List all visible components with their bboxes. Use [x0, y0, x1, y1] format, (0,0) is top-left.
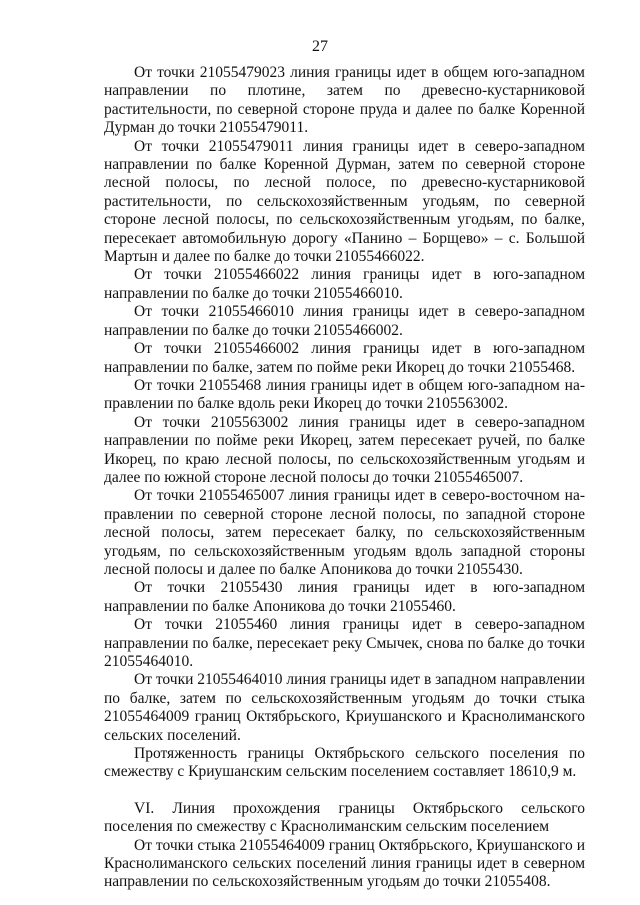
- section-title: VI. Линия прохождения границы Октябрьского сельского поселения по смежеству с Краснолиманским сельским поселением: [104, 799, 585, 836]
- paragraph: Протяженность границы Октябрьского сельского поселения по смежеству с Криушанским сельским поселением составляет 18610,9 м.: [104, 745, 585, 781]
- page-number: 27: [312, 38, 328, 55]
- paragraph: От точки 21055430 линия границы идет в юго-западном направлении по балке Апоникова до точки 21055460.: [104, 579, 585, 615]
- paragraph: От точки 21055466002 линия границы идет в юго-западном направлении по балке, затем по пойме реки Икорец до точки 21055468.: [104, 340, 585, 376]
- paragraph: От точки 2105563002 линия границы идет в северо-западном направлении по пойме реки Икорец, затем пересекает ручей, по балке Икорец, по краю лесной полосы, по сельскохозяйственным угодьям и далее по южной стороне лесной полосы до точки 21055465007.: [104, 413, 585, 486]
- document-body: [104, 64, 585, 892]
- paragraph: От точки 21055466010 линия границы идет в северо-западном направлении по балке до точки 21055466002.: [104, 303, 585, 339]
- paragraph: От точки 21055464010 линия границы идет в западном направлении по балке, затем по сельскохозяйственным угодьям до точки стыка 21055464009 границ Октябрьского, Криушанского и Краснолиманского сельских поселений.: [104, 671, 585, 744]
- paragraph: От точки 21055465007 линия границы идет в северо-восточном направлении по северной стороне лесной полосы, по западной стороне лесной полосы, затем пересекает балку, по сельскохозяйственным угодьям, по сельскохозяйственным угодьям вдоль западной стороны лесной полосы и далее по балке Апоникова до точки 21055430.: [104, 487, 585, 578]
- paragraph: От точки 21055479023 линия границы идет в общем юго-западном направлении по плотине, затем по древесно-кустарниковой растительности, по северной стороне пруда и далее по балке Коренной Дурман до точки 21055479011.: [104, 64, 585, 137]
- paragraph: От точки 21055479011 линия границы идет в северо-западном направлении по балке Коренной Дурман, затем по северной стороне лесной полосы, по лесной полосе, по древесно-кустарниковой растительности, по сельскохозяйственным угодьям, по северной стороне лесной полосы, по сельскохозяйственным угодьям, по балке, пересекает автомобильную дорогу «Панино – Борщево» – с. Большой Мартын и далее по балке до точки 21055466022.: [104, 137, 585, 266]
- paragraph: От точки 21055468 линия границы идет в общем юго-западном направлении по балке вдоль реки Икорец до точки 2105563002.: [104, 376, 585, 413]
- paragraph: От точки 21055460 линия границы идет в северо-западном направлении по балке, пересекает реку Смычек, снова по балке до точки 21055464010.: [104, 616, 585, 670]
- paragraph: От точки стыка 21055464009 границ Октябрьского, Криушанского и Краснолиманского сельских поселений линия границы идет в северном направлении по сельскохозяйственным угодьям до точки 21055408.: [104, 836, 585, 891]
- paragraph: От точки 21055466022 линия границы идет в юго-западном направлении по балке до точки 21055466010.: [104, 266, 585, 302]
